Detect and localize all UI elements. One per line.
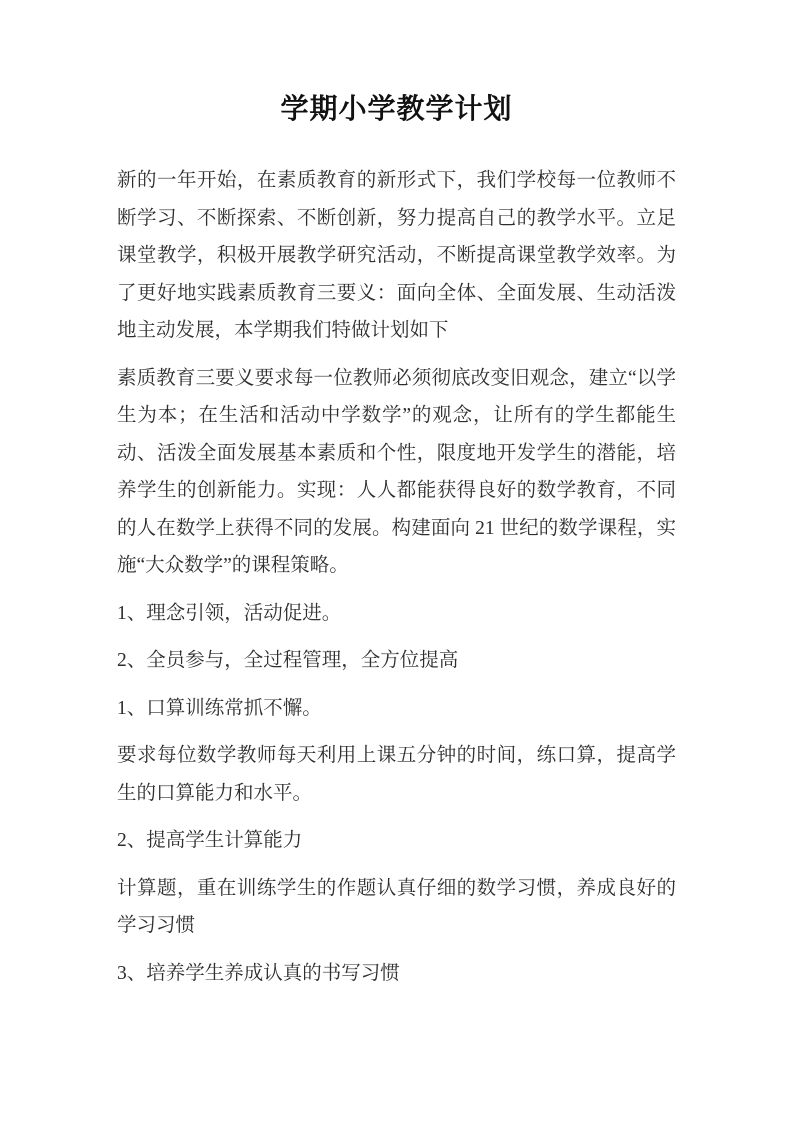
- paragraph-intro: 新的一年开始，在素质教育的新形式下，我们学校每一位教师不断学习、不断探索、不断创新，努力提高自己的教学水平。立足课堂教学，积极开展教学研究活动，不断提高课堂教学效率。为了更好地实践素质教育三要义：面向全体、全面发展、生动活泼地主动发展，本学期我们特做计划如下: [117, 170, 676, 341]
- numbered-item-full-participation: 2、全员参与，全过程管理，全方位提高: [117, 650, 459, 671]
- paragraph-oral-arithmetic-detail: 要求每位数学教师每天利用上课五分钟的时间，练口算，提高学生的口算能力和水平。: [117, 745, 676, 804]
- paragraph-calculation-detail: 计算题，重在训练学生的作题认真仔细的数学习惯，养成良好的学习习惯: [117, 877, 676, 936]
- paragraph-quality-education: 素质教育三要义要求每一位教师必须彻底改变旧观念，建立“以学生为本；在生活和活动中学数学”的观念，让所有的学生都能生动、活泼全面发展基本素质和个性，限度地开发学生的潜能，培养学生的创新能力。实现：人人都能获得良好的数学教育，不同的人在数学上获得不同的发展。构建面向 21 世纪的数学课程，实施“大众数学”的课程策略。: [117, 367, 676, 576]
- numbered-item-concept-leading: 1、理念引领，活动促进。: [117, 602, 342, 624]
- numbered-item-oral-arithmetic: 1、口算训练常抓不懈。: [117, 697, 322, 719]
- document-title: 学期小学教学计划: [280, 94, 513, 125]
- numbered-item-writing-habit: 3、培养学生养成认真的书写习惯: [117, 962, 400, 984]
- numbered-item-calculation-ability: 2、提高学生计算能力: [117, 830, 303, 851]
